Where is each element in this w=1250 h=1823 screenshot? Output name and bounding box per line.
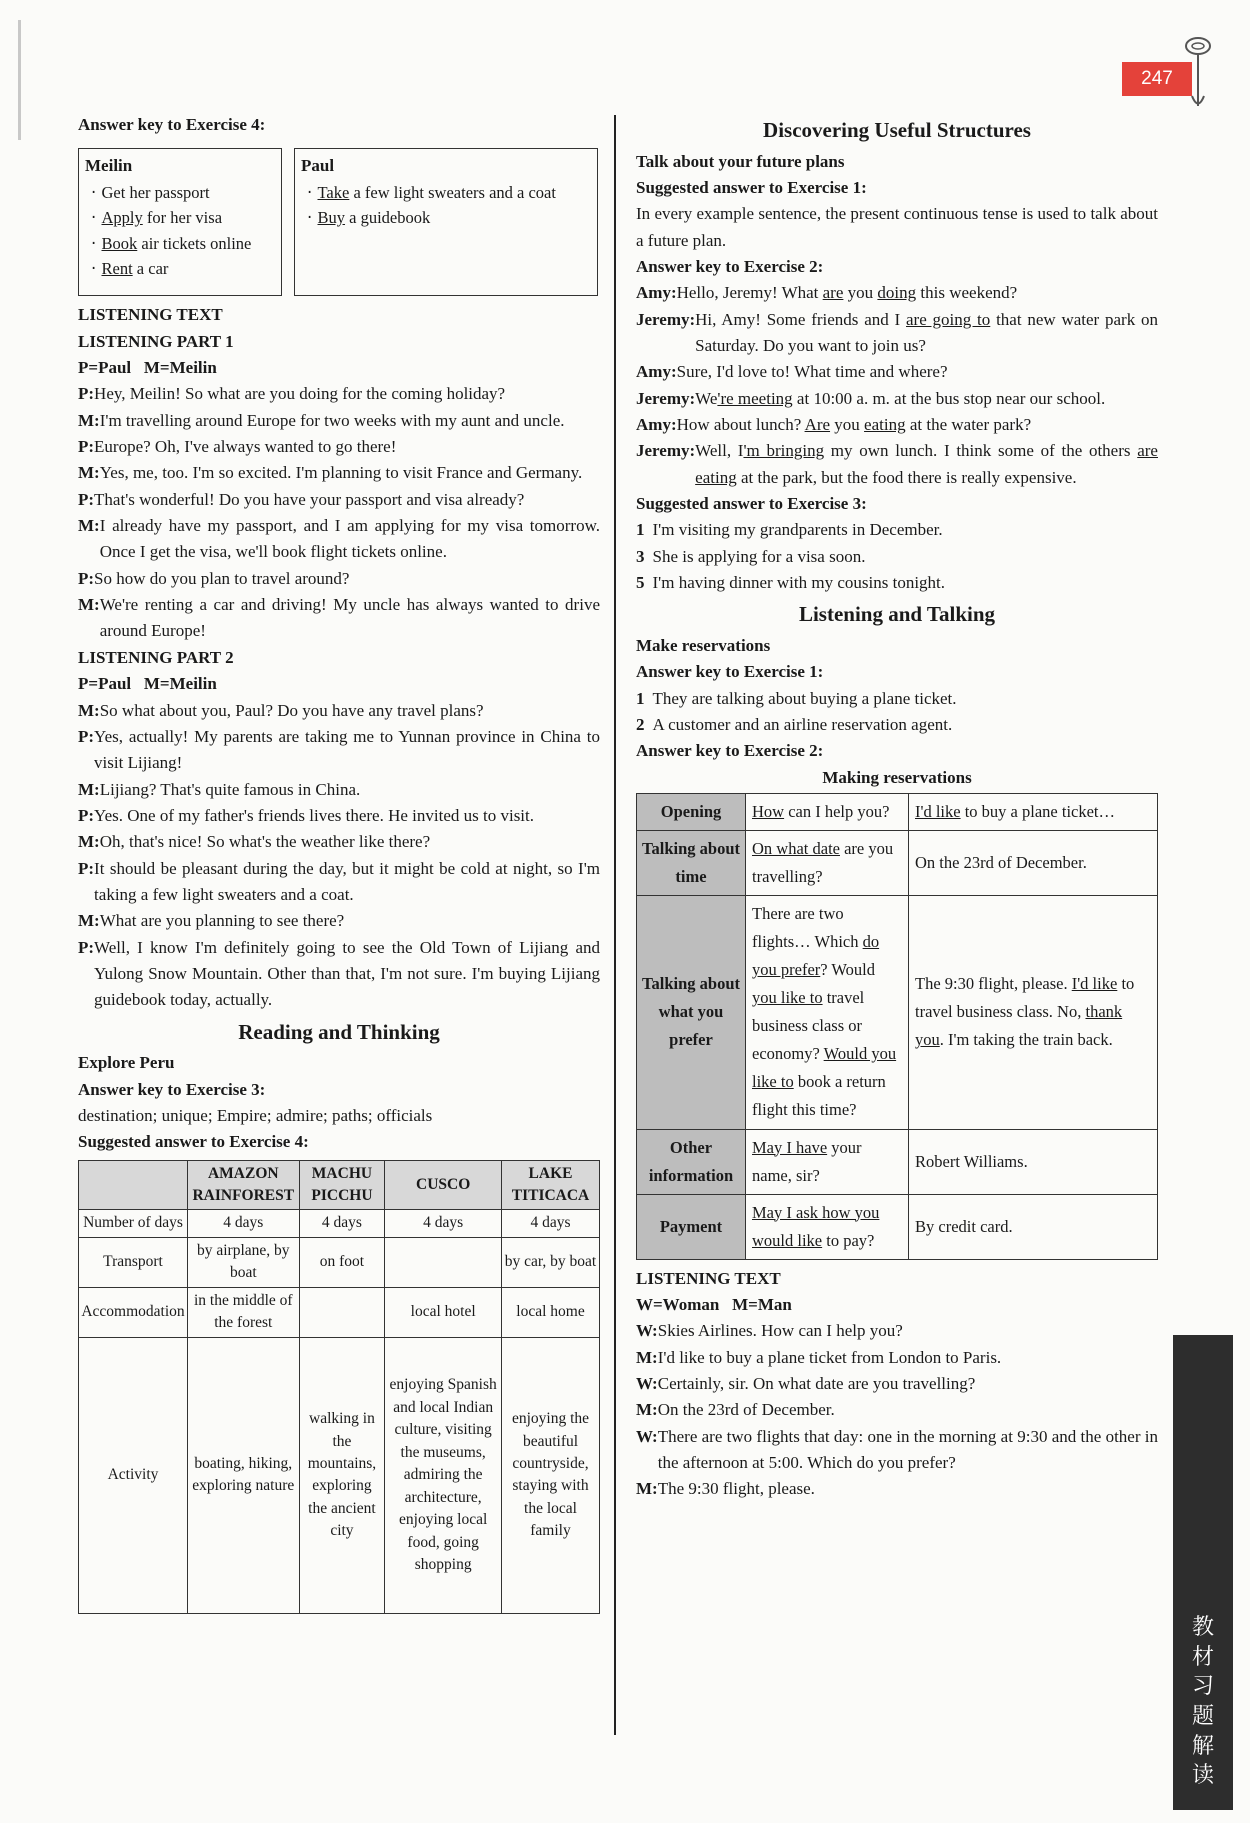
speaker: M: [78,410,100,430]
text-run: at the park, but the food there is really expensive. [736,467,1077,487]
text-run: can I help you? [784,802,890,821]
utterance: That's wonderful! Do you have your passport and visa already? [94,489,525,509]
plan-boxes [78,148,600,296]
speaker: Jeremy: [636,309,696,329]
ex4-title: Answer key to Exercise 4: [78,115,266,134]
item-text: I'm visiting my grandparents in December. [652,520,943,540]
speaker: M: [78,595,100,615]
plan-verb: Take [317,182,350,202]
right-column [636,112,1158,1503]
reservation-stage: Other information [637,1129,746,1194]
dialog-line [636,1424,1158,1477]
peru-cell: in the middle of the forest [188,1287,300,1337]
underlined-answer: doing [877,283,917,303]
underlined-answer: Would you like to [752,1044,897,1092]
bookmark-icon [1182,36,1214,116]
dialog-line [78,724,600,777]
dialog-line [636,1476,1158,1502]
text-run: at the water park? [905,414,1032,434]
peru-header-row [79,1160,600,1210]
dialog-line [78,777,600,803]
reservation-table [636,793,1158,1260]
reservation-answer [909,831,1158,896]
text-run: We [695,388,718,408]
ex3r-title: Suggested answer to Exercise 3: [636,494,867,514]
peru-header-cell: MACHU PICCHU [299,1160,385,1210]
ex2-title: Answer key to Exercise 2: [636,256,824,276]
plan-verb: Buy [317,208,346,228]
text-run: you [830,414,865,434]
speaker: P: [78,384,95,404]
peru-cell [299,1287,385,1337]
speaker: M: [78,832,100,852]
underlined-answer: you like to [752,988,823,1008]
peru-header-cell: CUSCO [385,1160,502,1210]
reservation-stage: Talking about time [637,831,746,896]
text-run: . I'm taking the train back. [939,1030,1113,1050]
utterance [695,307,1158,360]
numbered-item [636,517,1158,543]
speaker: P: [78,805,95,825]
plan-verb: Rent [101,259,133,279]
underlined-answer: May I ask how you would like [752,1202,880,1250]
item-text: She is applying for a visa soon. [652,546,866,566]
peru-cell: 4 days [299,1210,385,1237]
reservation-question [746,1129,909,1194]
speaker: Jeremy: [636,441,696,461]
speaker: P: [78,437,95,457]
numbered-item [636,544,1158,570]
speaker: P: [78,937,95,957]
utterance: Yes, me, too. I'm so excited. I'm planning to visit France and Germany. [99,463,583,483]
dialog-line [78,935,600,1014]
speaker: W: [636,1321,658,1341]
bullet-icon: · [91,182,102,202]
text-run: Well, I [695,441,744,461]
item-text: They are talking about buying a plane ticket. [652,688,957,708]
dialog-line [636,412,1158,438]
bullet-icon: · [307,182,318,202]
text-run: book a return flight this time? [752,1072,886,1120]
text-run: to pay? [822,1230,875,1250]
part2-legend: P=Paul M=Meilin [78,674,217,694]
plan-rest: a guidebook [345,208,431,228]
peru-cell [385,1237,502,1287]
underlined-answer: 'm bringing [743,441,825,461]
reservation-row [637,1194,1158,1259]
plan-verb: Book [101,233,138,253]
underlined-answer: eating [864,414,906,434]
plan-rest: Get her passport [101,182,210,202]
underlined-answer: are eating [695,441,1158,487]
dialog-line [78,829,600,855]
side-tab-text: 教材习题解读 [1191,1615,1214,1789]
utterance [677,359,1158,385]
lt-legend: W=Woman M=Man [636,1295,792,1315]
speaker: Amy: [636,414,677,434]
utterance: So what about you, Paul? Do you have any travel plans? [99,700,484,720]
underlined-answer: thank you [915,1002,1123,1050]
reservation-question [746,831,909,896]
numbered-item [636,570,1158,596]
reservation-question [746,794,909,831]
reservation-stage: Opening [637,794,746,831]
left-column [78,112,600,1614]
utterance: I'd like to buy a plane ticket from London to Paris. [657,1347,1002,1367]
dialog-line [78,487,600,513]
speaker: Jeremy: [636,388,696,408]
ex1-text: In every example sentence, the present continuous tense is used to talk about a future plan. [636,204,1158,250]
text-run: are you travelling? [752,839,894,887]
plan-item [85,256,277,282]
dialog-line [78,803,600,829]
speaker: P: [78,489,95,509]
paul-box [294,148,598,296]
peru-row [79,1337,600,1613]
utterance: I'm travelling around Europe for two weeks with my aunt and uncle. [99,410,565,430]
part2-title: LISTENING PART 2 [78,647,234,667]
reservation-answer [909,1129,1158,1194]
plan-item [85,231,277,257]
utterance: Certainly, sir. On what date are you travelling? [657,1374,976,1394]
reservation-answer [909,896,1158,1129]
speaker: Amy: [636,362,677,382]
utterance [677,412,1158,438]
speaker: W: [636,1426,658,1446]
dialog-line [636,1397,1158,1423]
meilin-name: Meilin [85,156,133,176]
text-run: Hi, Amy! Some friends and I [695,309,906,329]
utterance: Skies Airlines. How can I help you? [657,1321,903,1341]
bullet-icon: · [307,208,318,228]
page-number: 247 [1122,62,1192,96]
text-run: Hello, Jeremy! What [676,283,823,303]
speaker: M: [78,911,100,931]
lt-ex1-items [636,686,1158,739]
dialog-line [78,513,600,566]
speaker: M: [636,1400,658,1420]
text-run: How about lunch? [676,414,805,434]
speaker: W: [636,1374,658,1394]
text-run: There are two flights… Which [752,904,863,952]
res-title: Making reservations [822,767,972,787]
utterance: So how do you plan to travel around? [94,568,350,588]
dialog-line [78,381,600,407]
speaker: Amy: [636,283,677,303]
peru-row [79,1287,600,1337]
speaker: P: [78,568,95,588]
text-run: you [843,283,878,303]
underlined-answer: May I have [752,1137,828,1157]
utterance: The 9:30 flight, please. [657,1479,815,1499]
utterance: Yes, actually! My parents are taking me to Yunnan province in China to visit Lijiang! [94,726,600,773]
peru-cell: 4 days [188,1210,300,1237]
underlined-answer: are [822,283,844,303]
peru-cell: by airplane, by boat [188,1237,300,1287]
text-run: Sure, I'd love to! What time and where? [676,362,948,382]
lt-listening-title: LISTENING TEXT [636,1268,781,1288]
reservation-question [746,896,909,1129]
peru-row [79,1237,600,1287]
text-run: my own lunch. I think some of the others [824,441,1138,461]
part1-dialog [78,381,600,644]
dialog-line [636,386,1158,412]
dialog-line [636,307,1158,360]
dialog-line [636,1371,1158,1397]
utterance: Europe? Oh, I've always wanted to go there! [94,437,397,457]
peru-cell: enjoying the beautiful countryside, staying with the local family [502,1337,600,1613]
speaker: M: [78,463,100,483]
reservation-stage: Payment [637,1194,746,1259]
peru-table [78,1160,600,1614]
peru-cell: local home [502,1287,600,1337]
peru-row-label: Accommodation [79,1287,188,1337]
talk-title: Talk about your future plans [636,151,845,171]
reservation-answer [909,1194,1158,1259]
lt-ex2-title: Answer key to Exercise 2: [636,741,824,761]
dialog-line [636,359,1158,385]
bullet-icon: · [91,208,102,228]
dialog-line [78,460,600,486]
peru-cell: 4 days [385,1210,502,1237]
peru-cell: boating, hiking, exploring nature [188,1337,300,1613]
dialog-line [78,408,600,434]
underlined-answer: do you prefer [752,932,880,980]
ex2-dialog [636,280,1158,491]
utterance: I already have my passport, and I am applying for my visa tomorrow. Once I get the visa, we'll book flight tickets online. [99,516,600,562]
peru-cell: enjoying Spanish and local Indian culture, visiting the museums, admiring the architecture, enjoying local food, going shopping [385,1337,502,1613]
text-run: that new water park on Saturday. Do you want to join us? [695,309,1158,355]
ex1-title: Suggested answer to Exercise 1: [636,177,867,197]
speaker: M: [78,779,100,799]
text-run: Robert Williams. [915,1151,1028,1171]
meilin-box [78,148,282,296]
item-text: I'm having dinner with my cousins tonight. [652,573,946,593]
numbered-item [636,686,1158,712]
peru-cell: 4 days [502,1210,600,1237]
side-tab [1173,1335,1233,1810]
item-number: 5 [636,573,645,593]
plan-verb: Apply [101,208,143,228]
peru-header-cell: AMAZON RAINFOREST [188,1160,300,1210]
dialog-line [78,856,600,909]
plan-rest: a car [132,259,169,279]
text-run: to travel business class. No, [915,974,1135,1022]
text-run: travel business class or economy? [752,988,865,1064]
part1-legend: P=Paul M=Meilin [78,358,217,378]
utterance: It should be pleasant during the day, but it might be cold at night, so I'm taking a few light sweaters and a coat. [94,858,600,904]
speaker: M: [78,516,100,536]
reservation-stage: Talking about what you prefer [637,896,746,1129]
speaker: M: [636,1347,658,1367]
plan-rest: a few light sweaters and a coat [349,182,556,202]
reservation-row [637,831,1158,896]
peru-header-cell: LAKE TITICACA [502,1160,600,1210]
meilin-items [85,180,277,282]
text-run: ? Would [820,960,876,980]
underlined-answer: How [752,802,785,821]
text-run: The 9:30 flight, please. [915,974,1072,994]
dialog-line [78,566,600,592]
utterance: What are you planning to see there? [99,911,345,931]
plan-item [301,180,593,206]
peru-row-label: Activity [79,1337,188,1613]
dialog-line [78,592,600,645]
dialog-line [78,698,600,724]
paul-items [301,180,593,231]
underlined-answer: are going to [906,309,991,329]
dialog-line [636,280,1158,306]
text-run: this weekend? [916,283,1018,303]
dialog-line [78,908,600,934]
explore-title: Explore Peru [78,1053,175,1073]
reservation-answer [909,794,1158,831]
ex4s-title: Suggested answer to Exercise 4: [78,1132,309,1152]
plan-item [85,205,277,231]
item-number: 3 [636,546,645,566]
underlined-answer: Are [804,414,831,434]
utterance: Hey, Meilin! So what are you doing for the coming holiday? [94,384,506,404]
underlined-answer: I'd like [915,802,961,821]
text-run: to buy a plane ticket… [960,802,1116,821]
speaker: P: [78,858,95,878]
reservation-row [637,896,1158,1129]
peru-cell: on foot [299,1237,385,1287]
item-number: 1 [636,688,645,708]
part1-title: LISTENING PART 1 [78,331,234,351]
dialog-line [636,1318,1158,1344]
dialog-line [636,1345,1158,1371]
disc-heading: Discovering Useful Structures [763,118,1031,142]
reservation-row [637,1129,1158,1194]
utterance [695,386,1158,412]
plan-rest: for her visa [142,208,223,228]
lt-dialog [636,1318,1158,1502]
utterance: Yes. One of my father's friends lives there. He invited us to visit. [94,805,535,825]
utterance: On the 23rd of December. [657,1400,835,1420]
speaker: M: [636,1479,658,1499]
column-divider [614,115,616,1735]
item-number: 2 [636,714,645,734]
peru-row-label: Number of days [79,1210,188,1237]
reservation-question [746,1194,909,1259]
ex3-title: Answer key to Exercise 3: [78,1079,266,1099]
item-number: 1 [636,520,645,540]
listening-text-title: LISTENING TEXT [78,305,223,325]
underlined-answer: 're meeting [717,388,793,408]
item-text: A customer and an airline reservation agent. [652,714,953,734]
text-run: On the 23rd of December. [915,853,1087,873]
utterance: We're renting a car and driving! My uncle has always wanted to drive around Europe! [99,595,600,641]
plan-item [85,180,277,206]
utterance: Lijiang? That's quite famous in China. [99,779,361,799]
speaker: M: [78,700,100,720]
text-run: your name, sir? [752,1137,862,1185]
bullet-icon: · [91,259,102,279]
utterance [695,438,1158,491]
plan-item [301,205,593,231]
underlined-answer: I'd like [1071,974,1118,994]
make-title: Make reservations [636,635,771,655]
reservation-row [637,794,1158,831]
page-edge-shadow [18,20,21,140]
ex3-answer: destination; unique; Empire; admire; paths; officials [78,1105,433,1125]
paul-name: Paul [301,156,335,176]
part2-dialog [78,698,600,1014]
peru-cell: by car, by boat [502,1237,600,1287]
dialog-line [636,438,1158,491]
utterance [677,280,1158,306]
reading-heading: Reading and Thinking [238,1019,440,1044]
dialog-line [78,434,600,460]
text-run: By credit card. [915,1216,1013,1236]
numbered-item [636,712,1158,738]
peru-row [79,1210,600,1237]
underlined-answer: On what date [752,839,840,859]
lt-heading: Listening and Talking [798,602,996,627]
peru-cell: local hotel [385,1287,502,1337]
ex3-items [636,517,1158,596]
text-run: at 10:00 a. m. at the bus stop near our school. [792,388,1106,408]
utterance: Well, I know I'm definitely going to see the Old Town of Lijiang and Yulong Snow Mountain. Other than that, I'm not sure. I'm buying Lijiang guidebook today, actually. [94,937,600,1010]
lt-ex1-title: Answer key to Exercise 1: [636,662,824,682]
utterance: Oh, that's nice! So what's the weather like there? [99,832,431,852]
peru-row-label: Transport [79,1237,188,1287]
bullet-icon: · [91,233,102,253]
plan-rest: air tickets online [137,233,252,253]
utterance: There are two flights that day: one in the morning at 9:30 and the other in the afternoon at 5:00. Which do you prefer? [657,1426,1158,1473]
peru-header-cell [79,1160,188,1210]
peru-cell: walking in the mountains, exploring the ancient city [299,1337,385,1613]
speaker: P: [78,726,95,746]
